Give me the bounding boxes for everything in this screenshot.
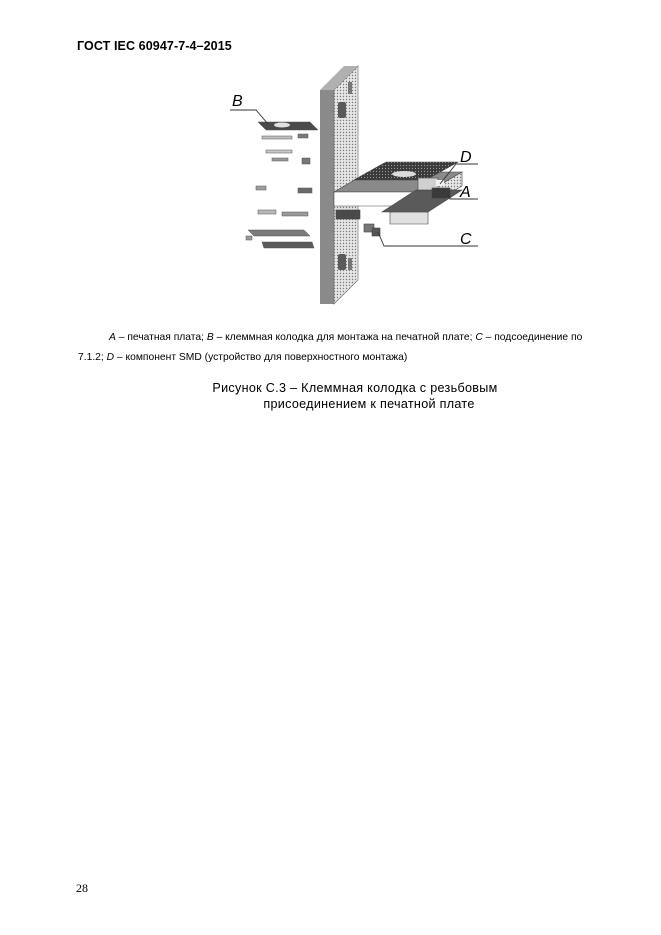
caption-line-1: Рисунок С.3 – Клеммная колодка с резьбовым	[212, 381, 498, 395]
page-number: 28	[76, 881, 88, 895]
legend-text-c: – подсоединение по	[482, 332, 583, 343]
legend-text-a: – печатная плата;	[115, 332, 207, 343]
terminal-block-figure	[222, 62, 484, 308]
callout-a: A	[460, 184, 471, 201]
figure-caption	[150, 380, 570, 412]
callout-c: C	[460, 231, 472, 248]
legend-text-b: – клеммная колодка для монтажа на печатной плате;	[213, 332, 476, 343]
legend-text-c-cont: 7.1.2;	[78, 352, 107, 363]
legend-line-1	[78, 328, 634, 348]
legend-letter-a: A	[109, 332, 116, 343]
callout-d: D	[460, 149, 472, 166]
legend-text-d: – компонент SMD (устройство для поверхностного монтажа)	[114, 352, 408, 363]
terminal-block-left	[246, 122, 318, 248]
terminal-block-drawing	[222, 62, 484, 308]
legend-letter-b: B	[206, 332, 214, 343]
figure-legend	[78, 328, 634, 368]
caption-line-2: присоединением к печатной плате	[263, 397, 475, 411]
standard-id: ГОСТ IEC 60947-7-4–2015	[77, 39, 232, 53]
legend-letter-d: D	[106, 352, 115, 363]
legend-line-2	[78, 348, 634, 368]
legend-letter-c: C	[475, 332, 483, 343]
document-header	[77, 39, 232, 53]
callout-b: B	[232, 93, 243, 110]
